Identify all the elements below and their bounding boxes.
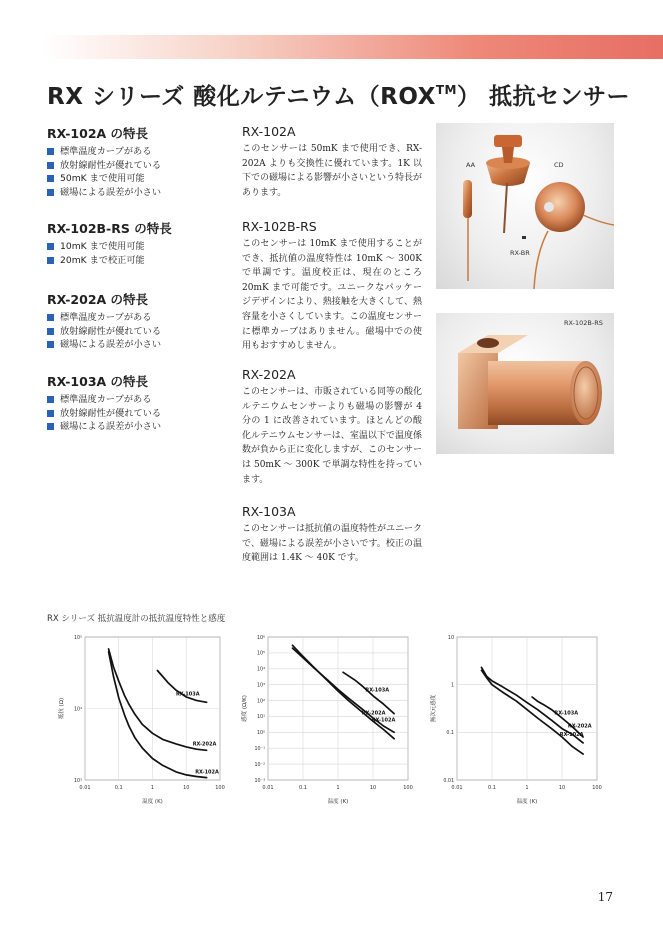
label-rx-102b-rs: RX-102B-RS [564, 319, 603, 327]
page-title: RX シリーズ 酸化ルテニウム（ROX™） 抵抗センサー [47, 83, 630, 110]
label-rx-br: RX-BR [510, 249, 530, 257]
x-tick-label: 10 [558, 785, 566, 791]
x-tick-label: 0.1 [299, 785, 307, 791]
y-tick-label: 10⁻³ [254, 778, 265, 784]
x-axis-title: 温度 (K) [516, 799, 538, 805]
chart-resistance [50, 632, 230, 822]
features-rx-103a [47, 372, 232, 434]
feature-heading: RX-103A の特長 [47, 374, 149, 389]
feature-item: 磁場による誤差が小さい [47, 338, 232, 352]
description-body: このセンサーは 50mK まで使用でき、RX-202A よりも交換性に優れています。1K 以下での磁場による影響が小さいという特長があります。 [242, 144, 423, 198]
description-heading: RX-103A [242, 504, 296, 519]
bullet-icon [47, 162, 54, 169]
chart-dimensionless-sensitivity [420, 632, 605, 822]
sensor-packages-illustration [436, 123, 614, 289]
rx-102b-rs-photo [436, 313, 614, 454]
feature-heading: RX-102B-RS の特長 [47, 221, 172, 236]
y-tick-label: 10⁵ [256, 651, 265, 657]
x-tick-label: 0.1 [488, 785, 496, 791]
feature-item: 50mK まで使用可能 [47, 172, 232, 186]
x-tick-label: 0.01 [262, 785, 274, 791]
page-number: 17 [597, 890, 613, 904]
series-label-rx-103a: RX-103A [175, 691, 200, 698]
description-body: このセンサーは 10mK まで使用することができ、抵抗値の温度特性は 10mK ～ 300K で単調です。温度校正は、現在のところ 20mK まで可能です。ユニークなパッケージデザインにより、熱接触を大きくして、熱容量を小さくしています。この温度センサーに標準カーブはありません。磁場中での使用もおすすめしません。 [242, 239, 422, 352]
y-tick-label: 10³ [73, 778, 82, 784]
series-label-rx-102a: RX-102A [195, 769, 219, 776]
y-tick-label: 0.1 [446, 731, 454, 737]
y-tick-label: 10⁰ [256, 731, 265, 737]
bullet-icon [47, 410, 54, 417]
description-rx-202a [242, 367, 422, 487]
series-label-rx-202a: RX-202A [361, 710, 386, 717]
description-rx-102b-rs [242, 219, 422, 354]
charts-caption: RX シリーズ 抵抗温度計の抵抗温度特性と感度 [47, 614, 226, 624]
description-body: このセンサーは抵抗値の温度特性がユニークで、磁場による誤差が小さいです。校正の温度範囲は 1.4K ～ 40K です。 [242, 524, 423, 564]
feature-item: 20mK まで校正可能 [47, 254, 232, 268]
bullet-icon [47, 328, 54, 335]
sensitivity-chart-svg [233, 632, 418, 822]
x-tick-label: 100 [403, 785, 413, 791]
y-tick-label: 10⁵ [73, 635, 82, 641]
description-rx-103a [242, 504, 422, 566]
y-tick-label: 0.01 [443, 778, 454, 784]
x-tick-label: 10 [369, 785, 377, 791]
bullet-icon [47, 341, 54, 348]
label-aa: AA [466, 161, 476, 169]
feature-item: 標準温度カーブがある [47, 393, 232, 407]
features-rx-102b-rs [47, 219, 232, 267]
resistance-chart-svg [50, 632, 230, 822]
x-tick-label: 0.01 [451, 785, 463, 791]
feature-item: 標準温度カーブがある [47, 145, 232, 159]
y-tick-label: 10² [256, 699, 265, 705]
description-heading: RX-102B-RS [242, 219, 317, 234]
bullet-icon [47, 396, 54, 403]
header-gradient-band [43, 35, 663, 59]
features-rx-202a [47, 290, 232, 352]
feature-item: 放射線耐性が優れている [47, 159, 232, 173]
bullet-icon [47, 175, 54, 182]
y-axis-title: 無次元感度 [431, 694, 437, 723]
y-axis-title: 感度 (Ω/K) [242, 695, 248, 722]
series-label-rx-202a: RX-202A [567, 723, 592, 730]
x-tick-label: 10 [183, 785, 190, 791]
y-tick-label: 10⁴ [256, 667, 265, 673]
description-heading: RX-102A [242, 124, 296, 139]
x-tick-label: 100 [215, 785, 225, 791]
y-tick-label: 10⁴ [73, 707, 82, 713]
x-axis-title: 温度 (K) [327, 799, 349, 805]
bullet-icon [47, 257, 54, 264]
feature-heading: RX-102A の特長 [47, 126, 149, 141]
y-tick-label: 1 [450, 683, 454, 689]
y-tick-label: 10³ [256, 683, 265, 689]
y-tick-label: 10⁶ [256, 635, 265, 641]
x-axis-title: 温度 (K) [142, 799, 163, 805]
x-tick-label: 1 [336, 785, 340, 791]
bullet-icon [47, 314, 54, 321]
label-cd: CD [554, 161, 564, 169]
feature-heading: RX-202A の特長 [47, 292, 149, 307]
bullet-icon [47, 423, 54, 430]
x-tick-label: 0.1 [114, 785, 123, 791]
y-tick-label: 10 [447, 635, 454, 641]
dimensionless-sensitivity-chart-svg [420, 632, 605, 822]
feature-item: 磁場による誤差が小さい [47, 420, 232, 434]
y-axis-title: 抵抗 (Ω) [59, 697, 65, 720]
feature-item: 放射線耐性が優れている [47, 325, 232, 339]
series-label-rx-102a: RX-102A [559, 731, 584, 738]
series-label-rx-202a: RX-202A [192, 741, 217, 748]
description-body: このセンサーは、市販されている同等の酸化ルテニウムセンサーよりも磁場の影響が 4 分の 1 に改善されています。ほとんどの酸化ルテニウムセンサーは、室温以下で温度係数が負から正に変化しますが、このセンサーは 50mK ～ 300K で単調な特性を持っています。 [242, 387, 423, 485]
rx-102b-rs-illustration [436, 313, 614, 454]
series-label-rx-103a: RX-103A [554, 710, 579, 717]
x-tick-label: 100 [592, 785, 602, 791]
series-label-rx-102a: RX-102A [371, 717, 396, 724]
bullet-icon [47, 189, 54, 196]
description-heading: RX-202A [242, 367, 296, 382]
y-tick-label: 10⁻¹ [254, 747, 265, 753]
feature-item: 標準温度カーブがある [47, 311, 232, 325]
sensor-packages-photo [436, 123, 614, 289]
bullet-icon [47, 148, 54, 155]
feature-item: 磁場による誤差が小さい [47, 186, 232, 200]
x-tick-label: 1 [525, 785, 529, 791]
x-tick-label: 0.01 [79, 785, 91, 791]
features-rx-102a [47, 124, 232, 199]
chart-sensitivity [233, 632, 418, 822]
trademark-superscript: TM [435, 83, 457, 97]
feature-item: 放射線耐性が優れている [47, 407, 232, 421]
y-tick-label: 10¹ [256, 715, 265, 721]
feature-item: 10mK まで使用可能 [47, 240, 232, 254]
bullet-icon [47, 243, 54, 250]
x-tick-label: 1 [150, 785, 155, 791]
y-tick-label: 10⁻² [254, 762, 265, 768]
description-rx-102a [242, 124, 422, 200]
series-label-rx-103a: RX-103A [365, 687, 390, 694]
